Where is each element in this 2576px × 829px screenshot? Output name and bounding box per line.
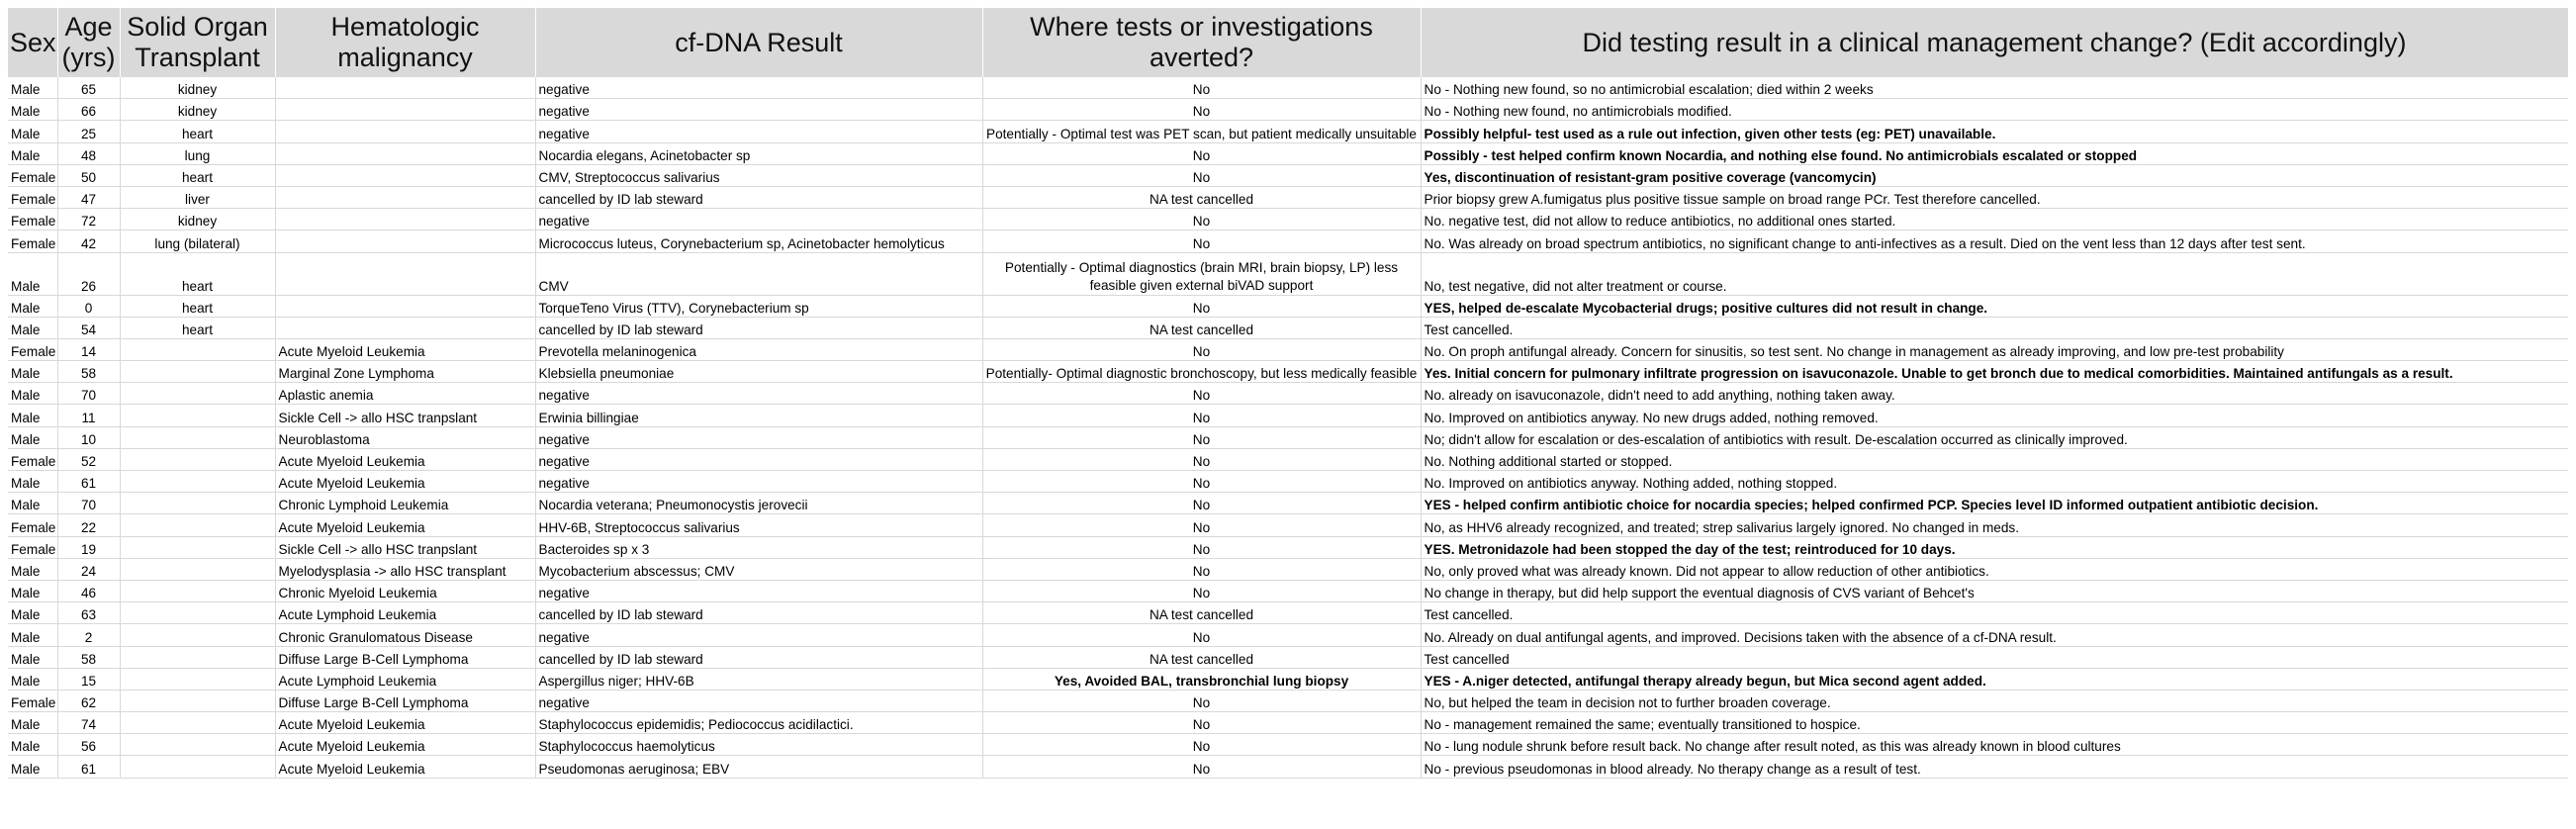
cell-cfdna[interactable]: Prevotella melaninogenica xyxy=(535,338,982,360)
cell-cfdna[interactable]: TorqueTeno Virus (TTV), Corynebacterium sp xyxy=(535,295,982,317)
cell-sex[interactable]: Male xyxy=(8,493,57,514)
cell-age[interactable]: 66 xyxy=(57,99,120,121)
header-averted[interactable] xyxy=(982,8,1421,77)
cell-hematologic[interactable]: Acute Myeloid Leukemia xyxy=(275,338,535,360)
cell-hematologic[interactable]: Acute Lymphoid Leukemia xyxy=(275,602,535,624)
cell-solid-organ[interactable] xyxy=(120,493,275,514)
cell-management-change[interactable]: Prior biopsy grew A.fumigatus plus positive tissue sample on broad range PCr. Test therefore cancelled. xyxy=(1421,186,2568,208)
cell-age[interactable]: 0 xyxy=(57,295,120,317)
table-row xyxy=(8,756,2568,778)
cell-management-change[interactable]: Yes, discontinuation of resistant-gram positive coverage (vancomycin) xyxy=(1421,164,2568,186)
cell-averted[interactable]: No xyxy=(982,383,1421,405)
cell-solid-organ[interactable]: heart xyxy=(120,317,275,338)
cell-cfdna[interactable]: HHV-6B, Streptococcus salivarius xyxy=(535,514,982,536)
cell-averted[interactable]: NA test cancelled xyxy=(982,602,1421,624)
cell-sex[interactable]: Female xyxy=(8,209,57,230)
cell-averted[interactable]: No xyxy=(982,209,1421,230)
cell-solid-organ[interactable] xyxy=(120,448,275,470)
cell-solid-organ[interactable] xyxy=(120,624,275,646)
cell-hematologic[interactable] xyxy=(275,295,535,317)
cell-age[interactable]: 48 xyxy=(57,142,120,164)
cell-solid-organ[interactable]: kidney xyxy=(120,99,275,121)
cell-management-change[interactable]: No - previous pseudomonas in blood already. No therapy change as a result of test. xyxy=(1421,756,2568,778)
cell-sex[interactable]: Male xyxy=(8,426,57,448)
cell-solid-organ[interactable] xyxy=(120,668,275,690)
cell-age[interactable]: 61 xyxy=(57,471,120,493)
cell-cfdna[interactable]: negative xyxy=(535,580,982,601)
cell-cfdna[interactable]: CMV xyxy=(535,252,982,295)
cell-sex[interactable]: Female xyxy=(8,448,57,470)
cell-sex[interactable]: Male xyxy=(8,77,57,99)
cell-sex[interactable]: Male xyxy=(8,602,57,624)
cell-cfdna[interactable]: Mycobacterium abscessus; CMV xyxy=(535,558,982,580)
cell-hematologic[interactable] xyxy=(275,77,535,99)
table-row xyxy=(8,186,2568,208)
cell-age[interactable]: 47 xyxy=(57,186,120,208)
cell-management-change[interactable]: Test cancelled. xyxy=(1421,602,2568,624)
cell-age[interactable]: 25 xyxy=(57,121,120,142)
cell-sex[interactable]: Male xyxy=(8,142,57,164)
cell-cfdna[interactable]: Bacteroides sp x 3 xyxy=(535,536,982,558)
cell-age[interactable]: 58 xyxy=(57,646,120,668)
cell-sex[interactable]: Female xyxy=(8,186,57,208)
cell-management-change[interactable]: No. already on isavuconazole, didn't need to add anything, nothing taken away. xyxy=(1421,383,2568,405)
cell-solid-organ[interactable] xyxy=(120,712,275,734)
cell-management-change[interactable]: Possibly - test helped confirm known Nocardia, and nothing else found. No antimicrobials escalated or stopped xyxy=(1421,142,2568,164)
cell-sex[interactable]: Male xyxy=(8,383,57,405)
cell-age[interactable]: 42 xyxy=(57,230,120,252)
cell-management-change[interactable]: No - Nothing new found, no antimicrobials modified. xyxy=(1421,99,2568,121)
cell-solid-organ[interactable] xyxy=(120,405,275,426)
cell-management-change[interactable]: No change in therapy, but did help support the eventual diagnosis of CVS variant of Behcet's xyxy=(1421,580,2568,601)
header-solid-organ-label-2: Transplant xyxy=(135,43,260,72)
cell-sex[interactable]: Male xyxy=(8,405,57,426)
cell-management-change[interactable]: No; didn't allow for escalation or des-escalation of antibiotics with result. De-escalation occurred as clinically improved. xyxy=(1421,426,2568,448)
cell-management-change[interactable]: No. Already on dual antifungal agents, and improved. Decisions taken with the absence of a cf-DNA result. xyxy=(1421,624,2568,646)
cell-solid-organ[interactable]: heart xyxy=(120,164,275,186)
cell-age[interactable]: 56 xyxy=(57,734,120,756)
cell-sex[interactable]: Female xyxy=(8,164,57,186)
header-age[interactable] xyxy=(57,8,120,77)
cell-solid-organ[interactable] xyxy=(120,602,275,624)
cell-management-change[interactable]: YES, helped de-escalate Mycobacterial drugs; positive cultures did not result in change. xyxy=(1421,295,2568,317)
table-row xyxy=(8,493,2568,514)
cell-sex[interactable]: Male xyxy=(8,295,57,317)
cell-solid-organ[interactable]: lung xyxy=(120,142,275,164)
cell-solid-organ[interactable]: kidney xyxy=(120,77,275,99)
table-row xyxy=(8,558,2568,580)
header-management-change-label: Did testing result in a clinical management change? (Edit accordingly) xyxy=(1582,27,2407,57)
cell-hematologic[interactable]: Neuroblastoma xyxy=(275,426,535,448)
cell-management-change[interactable]: YES. Metronidazole had been stopped the day of the test; reintroduced for 10 days. xyxy=(1421,536,2568,558)
table-row xyxy=(8,338,2568,360)
cell-cfdna[interactable]: Aspergillus niger; HHV-6B xyxy=(535,668,982,690)
cell-solid-organ[interactable]: lung (bilateral) xyxy=(120,230,275,252)
header-hematologic[interactable] xyxy=(275,8,535,77)
cell-management-change[interactable]: No. Improved on antibiotics anyway. Nothing added, nothing stopped. xyxy=(1421,471,2568,493)
table-row xyxy=(8,646,2568,668)
cell-age[interactable]: 63 xyxy=(57,602,120,624)
cell-sex[interactable]: Female xyxy=(8,690,57,711)
header-averted-label: Where tests or investigations averted? xyxy=(1030,12,1373,72)
cell-age[interactable]: 52 xyxy=(57,448,120,470)
cell-cfdna[interactable]: negative xyxy=(535,690,982,711)
cell-averted[interactable]: No xyxy=(982,690,1421,711)
cell-age[interactable]: 74 xyxy=(57,712,120,734)
cell-management-change[interactable]: No. Nothing additional started or stopped. xyxy=(1421,448,2568,470)
cell-cfdna[interactable]: negative xyxy=(535,383,982,405)
cell-averted[interactable]: No xyxy=(982,77,1421,99)
cell-management-change[interactable]: No. On proph antifungal already. Concern for sinusitis, so test sent. No change in management as already improving, and low pre-test probability xyxy=(1421,338,2568,360)
cell-solid-organ[interactable] xyxy=(120,514,275,536)
cell-hematologic[interactable]: Acute Myeloid Leukemia xyxy=(275,471,535,493)
cell-cfdna[interactable]: Klebsiella pneumoniae xyxy=(535,361,982,383)
cell-averted[interactable]: No xyxy=(982,514,1421,536)
cell-cfdna[interactable]: Pseudomonas aeruginosa; EBV xyxy=(535,756,982,778)
table-row xyxy=(8,471,2568,493)
cell-sex[interactable]: Male xyxy=(8,712,57,734)
cell-age[interactable]: 65 xyxy=(57,77,120,99)
cell-age[interactable]: 54 xyxy=(57,317,120,338)
header-solid-organ-label: Solid Organ xyxy=(127,12,268,42)
table-row xyxy=(8,317,2568,338)
header-sex[interactable] xyxy=(8,8,57,77)
table-row xyxy=(8,405,2568,426)
cell-cfdna[interactable]: Micrococcus luteus, Corynebacterium sp, Acinetobacter hemolyticus xyxy=(535,230,982,252)
cell-hematologic[interactable]: Acute Myeloid Leukemia xyxy=(275,448,535,470)
cell-age[interactable]: 26 xyxy=(57,252,120,295)
cell-averted[interactable]: NA test cancelled xyxy=(982,186,1421,208)
cell-averted[interactable]: No xyxy=(982,536,1421,558)
cell-cfdna[interactable]: cancelled by ID lab steward xyxy=(535,602,982,624)
cell-cfdna[interactable]: Erwinia billingiae xyxy=(535,405,982,426)
cell-hematologic[interactable]: Diffuse Large B-Cell Lymphoma xyxy=(275,646,535,668)
table-row xyxy=(8,668,2568,690)
header-cfdna[interactable] xyxy=(535,8,982,77)
cell-cfdna[interactable]: negative xyxy=(535,426,982,448)
cell-averted[interactable]: No xyxy=(982,405,1421,426)
cell-management-change[interactable]: YES - A.niger detected, antifungal therapy already begun, but Mica second agent added. xyxy=(1421,668,2568,690)
cell-hematologic[interactable]: Chronic Granulomatous Disease xyxy=(275,624,535,646)
cell-cfdna[interactable]: Nocardia elegans, Acinetobacter sp xyxy=(535,142,982,164)
table-body xyxy=(8,77,2568,778)
cell-solid-organ[interactable]: kidney xyxy=(120,209,275,230)
header-age-unit: (yrs) xyxy=(61,43,116,72)
table-row xyxy=(8,295,2568,317)
cell-solid-organ[interactable]: heart xyxy=(120,295,275,317)
cell-averted[interactable]: No xyxy=(982,448,1421,470)
cell-hematologic[interactable]: Acute Myeloid Leukemia xyxy=(275,756,535,778)
cell-solid-organ[interactable] xyxy=(120,536,275,558)
cell-hematologic[interactable] xyxy=(275,230,535,252)
cell-hematologic[interactable] xyxy=(275,99,535,121)
cell-age[interactable]: 24 xyxy=(57,558,120,580)
cell-sex[interactable]: Female xyxy=(8,536,57,558)
cell-hematologic[interactable] xyxy=(275,252,535,295)
cell-management-change[interactable]: Test cancelled. xyxy=(1421,317,2568,338)
table-row xyxy=(8,209,2568,230)
cell-management-change[interactable]: No. Improved on antibiotics anyway. No new drugs added, nothing removed. xyxy=(1421,405,2568,426)
header-cfdna-label: cf-DNA Result xyxy=(675,27,843,57)
table-row xyxy=(8,602,2568,624)
cell-sex[interactable]: Male xyxy=(8,252,57,295)
cell-sex[interactable]: Male xyxy=(8,317,57,338)
cell-management-change[interactable]: No, but helped the team in decision not to further broaden coverage. xyxy=(1421,690,2568,711)
cell-averted[interactable]: Yes, Avoided BAL, transbronchial lung biopsy xyxy=(982,668,1421,690)
cell-hematologic[interactable]: Sickle Cell -> allo HSC tranpslant xyxy=(275,405,535,426)
cell-solid-organ[interactable] xyxy=(120,558,275,580)
cell-solid-organ[interactable] xyxy=(120,734,275,756)
cell-management-change[interactable]: Test cancelled xyxy=(1421,646,2568,668)
cell-averted[interactable]: No xyxy=(982,99,1421,121)
cell-cfdna[interactable]: cancelled by ID lab steward xyxy=(535,646,982,668)
cell-cfdna[interactable]: cancelled by ID lab steward xyxy=(535,186,982,208)
header-hematologic-label: Hematologic xyxy=(330,12,480,42)
cell-sex[interactable]: Male xyxy=(8,624,57,646)
cell-hematologic[interactable] xyxy=(275,142,535,164)
table-row xyxy=(8,142,2568,164)
cell-solid-organ[interactable] xyxy=(120,690,275,711)
cell-management-change[interactable]: No. Was already on broad spectrum antibiotics, no significant change to anti-infectives as a result. Died on the vent less than 12 days after test sent. xyxy=(1421,230,2568,252)
cell-cfdna[interactable]: cancelled by ID lab steward xyxy=(535,317,982,338)
cell-averted[interactable]: Potentially - Optimal test was PET scan, but patient medically unsuitable xyxy=(982,121,1421,142)
cell-averted[interactable]: No xyxy=(982,164,1421,186)
table-row xyxy=(8,426,2568,448)
sheet-edge xyxy=(2568,0,2576,829)
cell-sex[interactable]: Male xyxy=(8,558,57,580)
results-table xyxy=(8,8,2569,779)
table-row xyxy=(8,712,2568,734)
cell-averted[interactable]: No xyxy=(982,493,1421,514)
cell-age[interactable]: 11 xyxy=(57,405,120,426)
cell-solid-organ[interactable]: heart xyxy=(120,121,275,142)
table-row xyxy=(8,536,2568,558)
table-row xyxy=(8,624,2568,646)
cell-solid-organ[interactable] xyxy=(120,471,275,493)
cell-sex[interactable]: Male xyxy=(8,121,57,142)
cell-cfdna[interactable]: negative xyxy=(535,448,982,470)
table-row xyxy=(8,383,2568,405)
cell-averted[interactable]: No xyxy=(982,295,1421,317)
cell-sex[interactable]: Male xyxy=(8,756,57,778)
table-row xyxy=(8,121,2568,142)
table-row xyxy=(8,580,2568,601)
cell-sex[interactable]: Male xyxy=(8,471,57,493)
cell-management-change[interactable]: No, test negative, did not alter treatment or course. xyxy=(1421,252,2568,295)
cell-cfdna[interactable]: Staphylococcus haemolyticus xyxy=(535,734,982,756)
cell-averted[interactable]: No xyxy=(982,712,1421,734)
cell-averted[interactable]: No xyxy=(982,230,1421,252)
spreadsheet xyxy=(8,8,2568,779)
cell-sex[interactable]: Female xyxy=(8,230,57,252)
table-row xyxy=(8,690,2568,711)
table-row xyxy=(8,448,2568,470)
cell-hematologic[interactable]: Myelodysplasia -> allo HSC transplant xyxy=(275,558,535,580)
cell-averted[interactable]: No xyxy=(982,580,1421,601)
header-row xyxy=(8,8,2568,77)
cell-solid-organ[interactable] xyxy=(120,756,275,778)
cell-management-change[interactable]: Possibly helpful- test used as a rule out infection, given other tests (eg: PET) unavailable. xyxy=(1421,121,2568,142)
cell-cfdna[interactable]: CMV, Streptococcus salivarius xyxy=(535,164,982,186)
cell-averted[interactable]: No xyxy=(982,338,1421,360)
cell-management-change[interactable]: No - management remained the same; eventually transitioned to hospice. xyxy=(1421,712,2568,734)
cell-solid-organ[interactable] xyxy=(120,361,275,383)
cell-hematologic[interactable]: Sickle Cell -> allo HSC tranpslant xyxy=(275,536,535,558)
cell-solid-organ[interactable] xyxy=(120,646,275,668)
cell-averted[interactable]: No xyxy=(982,558,1421,580)
cell-sex[interactable]: Female xyxy=(8,514,57,536)
cell-hematologic[interactable] xyxy=(275,186,535,208)
cell-averted[interactable]: Potentially - Optimal diagnostics (brain MRI, brain biopsy, LP) less feasible given external biVAD support xyxy=(982,252,1421,295)
cell-averted[interactable]: No xyxy=(982,756,1421,778)
table-row xyxy=(8,99,2568,121)
cell-age[interactable]: 10 xyxy=(57,426,120,448)
cell-age[interactable]: 15 xyxy=(57,668,120,690)
cell-hematologic[interactable]: Acute Lymphoid Leukemia xyxy=(275,668,535,690)
cell-solid-organ[interactable] xyxy=(120,338,275,360)
cell-cfdna[interactable]: negative xyxy=(535,121,982,142)
table-row xyxy=(8,230,2568,252)
cell-hematologic[interactable] xyxy=(275,121,535,142)
cell-age[interactable]: 62 xyxy=(57,690,120,711)
cell-management-change[interactable]: No - Nothing new found, so no antimicrobial escalation; died within 2 weeks xyxy=(1421,77,2568,99)
cell-age[interactable]: 70 xyxy=(57,493,120,514)
cell-age[interactable]: 72 xyxy=(57,209,120,230)
cell-hematologic[interactable] xyxy=(275,209,535,230)
cell-sex[interactable]: Male xyxy=(8,734,57,756)
cell-solid-organ[interactable] xyxy=(120,426,275,448)
cell-management-change[interactable]: No, as HHV6 already recognized, and treated; strep salivarius largely ignored. No changed in meds. xyxy=(1421,514,2568,536)
table-row xyxy=(8,361,2568,383)
table-row xyxy=(8,252,2568,295)
cell-hematologic[interactable]: Acute Myeloid Leukemia xyxy=(275,514,535,536)
cell-age[interactable]: 2 xyxy=(57,624,120,646)
header-age-label: Age xyxy=(64,12,113,42)
cell-hematologic[interactable]: Acute Myeloid Leukemia xyxy=(275,712,535,734)
cell-sex[interactable]: Female xyxy=(8,338,57,360)
cell-hematologic[interactable] xyxy=(275,164,535,186)
cell-solid-organ[interactable] xyxy=(120,383,275,405)
cell-cfdna[interactable]: negative xyxy=(535,624,982,646)
cell-age[interactable]: 22 xyxy=(57,514,120,536)
cell-solid-organ[interactable] xyxy=(120,580,275,601)
cell-averted[interactable]: NA test cancelled xyxy=(982,317,1421,338)
cell-hematologic[interactable]: Diffuse Large B-Cell Lymphoma xyxy=(275,690,535,711)
cell-sex[interactable]: Male xyxy=(8,580,57,601)
cell-solid-organ[interactable]: liver xyxy=(120,186,275,208)
cell-averted[interactable]: No xyxy=(982,624,1421,646)
cell-cfdna[interactable]: negative xyxy=(535,99,982,121)
header-hematologic-label-2: malignancy xyxy=(337,43,473,72)
cell-hematologic[interactable]: Aplastic anemia xyxy=(275,383,535,405)
table-row xyxy=(8,164,2568,186)
cell-age[interactable]: 14 xyxy=(57,338,120,360)
table-row xyxy=(8,734,2568,756)
cell-hematologic[interactable]: Chronic Lymphoid Leukemia xyxy=(275,493,535,514)
cell-averted[interactable]: NA test cancelled xyxy=(982,646,1421,668)
header-management-change[interactable] xyxy=(1421,8,2568,77)
cell-averted[interactable]: No xyxy=(982,471,1421,493)
header-sex-label: Sex xyxy=(10,27,56,57)
cell-hematologic[interactable] xyxy=(275,317,535,338)
cell-averted[interactable]: Potentially- Optimal diagnostic bronchoscopy, but less medically feasible xyxy=(982,361,1421,383)
table-row xyxy=(8,514,2568,536)
cell-cfdna[interactable]: Nocardia veterana; Pneumonocystis jerovecii xyxy=(535,493,982,514)
cell-solid-organ[interactable]: heart xyxy=(120,252,275,295)
cell-sex[interactable]: Male xyxy=(8,99,57,121)
cell-cfdna[interactable]: negative xyxy=(535,471,982,493)
cell-sex[interactable]: Male xyxy=(8,668,57,690)
cell-management-change[interactable]: Yes. Initial concern for pulmonary infiltrate progression on isavuconazole. Unable to get bronch due to medical comorbidities. Maintained antifungals as a result. xyxy=(1421,361,2568,383)
cell-management-change[interactable]: YES - helped confirm antibiotic choice for nocardia species; helped confirmed PCP. Species level ID informed outpatient antibiotic decision. xyxy=(1421,493,2568,514)
cell-averted[interactable]: No xyxy=(982,142,1421,164)
cell-age[interactable]: 50 xyxy=(57,164,120,186)
cell-age[interactable]: 58 xyxy=(57,361,120,383)
cell-age[interactable]: 19 xyxy=(57,536,120,558)
cell-hematologic[interactable]: Acute Myeloid Leukemia xyxy=(275,734,535,756)
header-solid-organ[interactable] xyxy=(120,8,275,77)
cell-sex[interactable]: Male xyxy=(8,361,57,383)
table-row xyxy=(8,77,2568,99)
cell-age[interactable]: 70 xyxy=(57,383,120,405)
cell-cfdna[interactable]: negative xyxy=(535,77,982,99)
cell-averted[interactable]: No xyxy=(982,734,1421,756)
cell-age[interactable]: 61 xyxy=(57,756,120,778)
cell-hematologic[interactable]: Chronic Myeloid Leukemia xyxy=(275,580,535,601)
cell-cfdna[interactable]: Staphylococcus epidemidis; Pediococcus acidilactici. xyxy=(535,712,982,734)
cell-management-change[interactable]: No - lung nodule shrunk before result back. No change after result noted, as this was already known in blood cultures xyxy=(1421,734,2568,756)
cell-averted[interactable]: No xyxy=(982,426,1421,448)
cell-management-change[interactable]: No, only proved what was already known. Did not appear to allow reduction of other antibiotics. xyxy=(1421,558,2568,580)
cell-age[interactable]: 46 xyxy=(57,580,120,601)
cell-sex[interactable]: Male xyxy=(8,646,57,668)
cell-management-change[interactable]: No. negative test, did not allow to reduce antibiotics, no additional ones started. xyxy=(1421,209,2568,230)
cell-cfdna[interactable]: negative xyxy=(535,209,982,230)
cell-hematologic[interactable]: Marginal Zone Lymphoma xyxy=(275,361,535,383)
